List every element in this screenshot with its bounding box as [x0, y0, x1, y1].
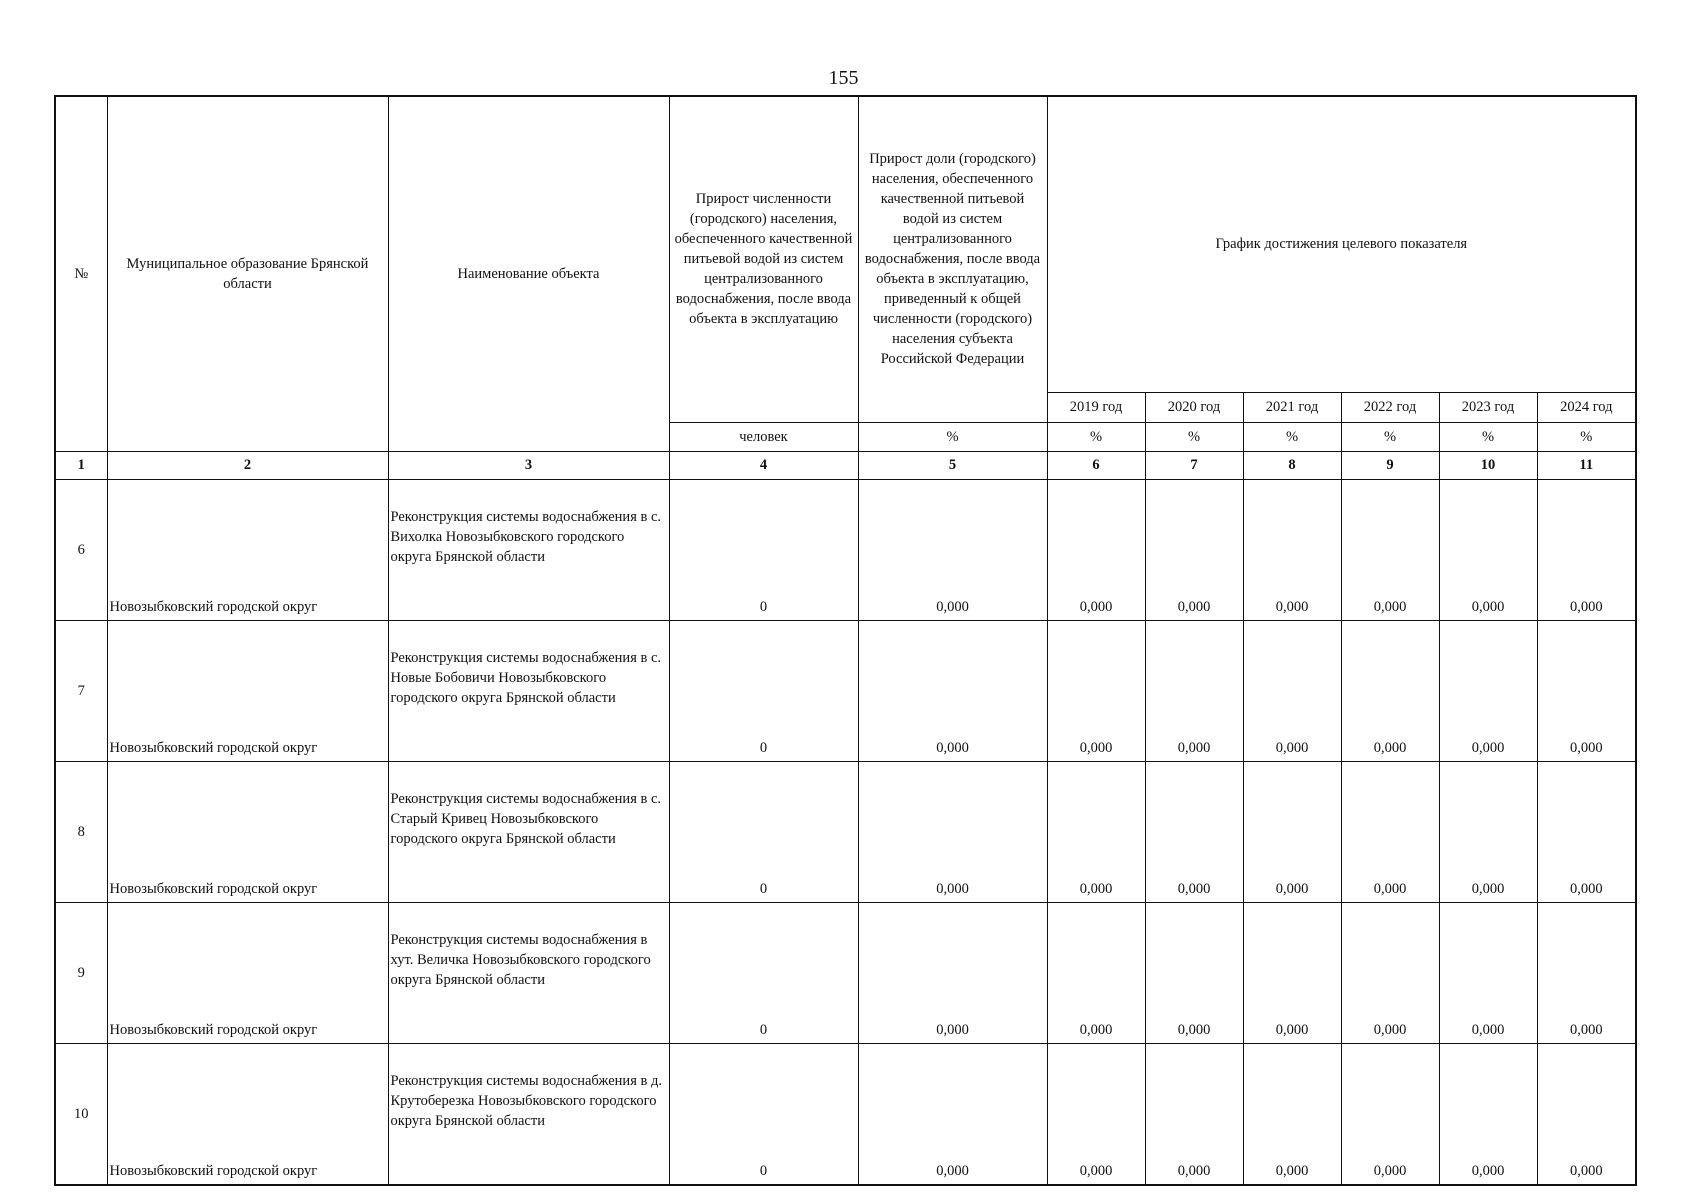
column-number: 8	[1243, 451, 1341, 479]
object-name-cell: Реконструкция системы водоснабжения в с. Вихолка Новозыбковского городского округа Брянской области	[388, 479, 669, 620]
header-year: 2022 год	[1341, 392, 1439, 422]
year-value-cell: 0,000	[1341, 620, 1439, 761]
year-value-cell: 0,000	[1439, 902, 1537, 1043]
year-value-cell: 0,000	[1145, 902, 1243, 1043]
population-growth-cell: 0	[669, 1043, 858, 1185]
object-name-cell: Реконструкция системы водоснабжения в хут. Величка Новозыбковского городского округа Брянской области	[388, 902, 669, 1043]
table-row	[55, 902, 1636, 1043]
year-value-cell: 0,000	[1047, 479, 1145, 620]
header-object-name: Наименование объекта	[388, 96, 669, 451]
column-number: 4	[669, 451, 858, 479]
population-growth-cell: 0	[669, 620, 858, 761]
municipality-cell: Новозыбковский городской округ	[107, 620, 388, 761]
municipality-cell: Новозыбковский городской округ	[107, 761, 388, 902]
year-value-cell: 0,000	[1145, 761, 1243, 902]
header-schedule: График достижения целевого показателя	[1047, 96, 1636, 392]
header-year: 2021 год	[1243, 392, 1341, 422]
header-year: 2020 год	[1145, 392, 1243, 422]
year-value-cell: 0,000	[1341, 902, 1439, 1043]
header-population-growth: Прирост численности (городского) населения, обеспеченного качественной питьевой водой из систем централизованного водоснабжения, после ввода объекта в эксплуатацию	[669, 96, 858, 422]
unit-percent: %	[858, 422, 1047, 451]
column-number: 9	[1341, 451, 1439, 479]
table-row	[55, 1043, 1636, 1185]
municipality-cell: Новозыбковский городской округ	[107, 1043, 388, 1185]
share-growth-cell: 0,000	[858, 761, 1047, 902]
unit-people: человек	[669, 422, 858, 451]
unit-percent: %	[1243, 422, 1341, 451]
header-row	[55, 96, 1636, 392]
column-number: 10	[1439, 451, 1537, 479]
year-value-cell: 0,000	[1341, 1043, 1439, 1185]
year-value-cell: 0,000	[1243, 479, 1341, 620]
year-value-cell: 0,000	[1047, 761, 1145, 902]
unit-percent: %	[1439, 422, 1537, 451]
year-value-cell: 0,000	[1047, 1043, 1145, 1185]
column-number: 7	[1145, 451, 1243, 479]
year-value-cell: 0,000	[1047, 620, 1145, 761]
unit-percent: %	[1341, 422, 1439, 451]
header-share-growth: Прирост доли (городского) населения, обеспеченного качественной питьевой водой из систем централизованного водоснабжения, после ввода объекта в эксплуатацию, приведенный к общей численности (городского) населения субъекта Российской Федерации	[858, 96, 1047, 422]
year-value-cell: 0,000	[1243, 620, 1341, 761]
year-value-cell: 0,000	[1439, 1043, 1537, 1185]
column-number: 6	[1047, 451, 1145, 479]
year-value-cell: 0,000	[1243, 902, 1341, 1043]
data-table	[54, 95, 1637, 1186]
table-row	[55, 620, 1636, 761]
column-numbers-row	[55, 451, 1636, 479]
column-number: 1	[55, 451, 107, 479]
unit-percent: %	[1047, 422, 1145, 451]
table-row	[55, 761, 1636, 902]
row-number: 6	[55, 479, 107, 620]
year-value-cell: 0,000	[1341, 761, 1439, 902]
page-number: 155	[828, 67, 859, 89]
header-year: 2023 год	[1439, 392, 1537, 422]
object-name-cell: Реконструкция системы водоснабжения в д. Крутоберезка Новозыбковского городского округа Брянской области	[388, 1043, 669, 1185]
year-value-cell: 0,000	[1145, 620, 1243, 761]
share-growth-cell: 0,000	[858, 1043, 1047, 1185]
year-value-cell: 0,000	[1145, 479, 1243, 620]
year-value-cell: 0,000	[1537, 761, 1636, 902]
year-value-cell: 0,000	[1047, 902, 1145, 1043]
population-growth-cell: 0	[669, 761, 858, 902]
object-name-cell: Реконструкция системы водоснабжения в с. Старый Кривец Новозыбковского городского округа Брянской области	[388, 761, 669, 902]
municipality-cell: Новозыбковский городской округ	[107, 479, 388, 620]
year-value-cell: 0,000	[1243, 761, 1341, 902]
header-municipality: Муниципальное образование Брянской области	[107, 96, 388, 451]
column-number: 2	[107, 451, 388, 479]
header-year: 2024 год	[1537, 392, 1636, 422]
table-row	[55, 479, 1636, 620]
population-growth-cell: 0	[669, 479, 858, 620]
column-number: 3	[388, 451, 669, 479]
year-value-cell: 0,000	[1537, 1043, 1636, 1185]
year-value-cell: 0,000	[1341, 479, 1439, 620]
column-number: 5	[858, 451, 1047, 479]
row-number: 7	[55, 620, 107, 761]
year-value-cell: 0,000	[1243, 1043, 1341, 1185]
year-value-cell: 0,000	[1145, 1043, 1243, 1185]
year-value-cell: 0,000	[1537, 479, 1636, 620]
year-value-cell: 0,000	[1439, 620, 1537, 761]
year-value-cell: 0,000	[1439, 761, 1537, 902]
share-growth-cell: 0,000	[858, 902, 1047, 1043]
header-year: 2019 год	[1047, 392, 1145, 422]
header-no: №	[55, 96, 107, 451]
share-growth-cell: 0,000	[858, 479, 1047, 620]
object-name-cell: Реконструкция системы водоснабжения в с. Новые Бобовичи Новозыбковского городского округа Брянской области	[388, 620, 669, 761]
municipality-cell: Новозыбковский городской округ	[107, 902, 388, 1043]
column-number: 11	[1537, 451, 1636, 479]
year-value-cell: 0,000	[1439, 479, 1537, 620]
unit-percent: %	[1537, 422, 1636, 451]
row-number: 9	[55, 902, 107, 1043]
unit-percent: %	[1145, 422, 1243, 451]
row-number: 8	[55, 761, 107, 902]
population-growth-cell: 0	[669, 902, 858, 1043]
share-growth-cell: 0,000	[858, 620, 1047, 761]
year-value-cell: 0,000	[1537, 620, 1636, 761]
row-number: 10	[55, 1043, 107, 1185]
year-value-cell: 0,000	[1537, 902, 1636, 1043]
